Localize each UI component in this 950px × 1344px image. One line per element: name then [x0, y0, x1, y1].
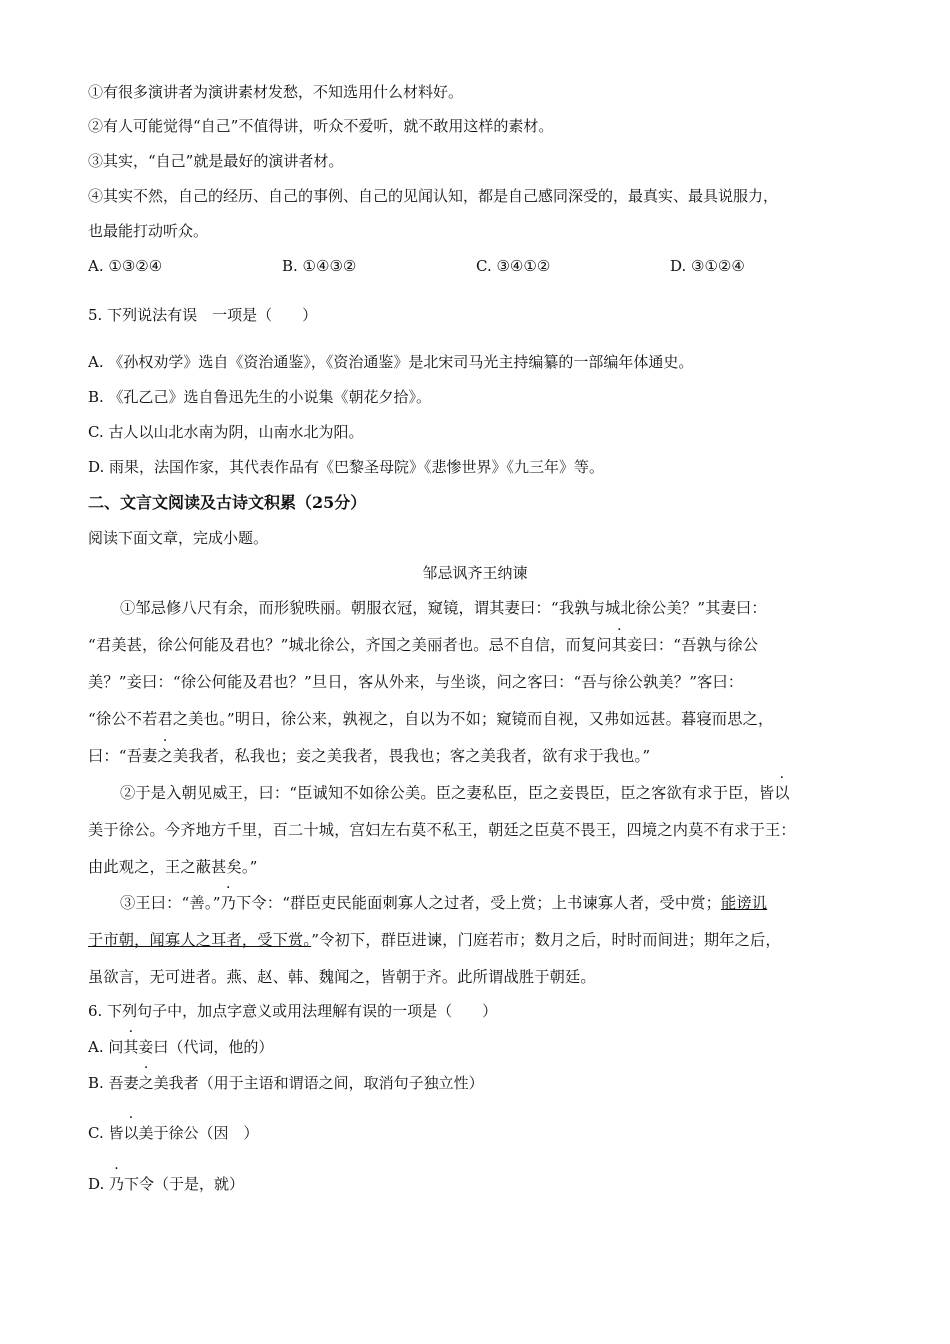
q4-option-a: A. ①③②④ [88, 257, 163, 275]
passage-title: 邹忌讽齐王纳谏 [422, 564, 528, 582]
q4-option-c: C. ③④①② [476, 257, 551, 275]
q5-option-b: B. 《孔乙己》选自鲁迅先生的小说集《朝花夕拾》。 [88, 388, 432, 406]
passage-line: 曰：“吾妻之美我者，私我也；妾之美我者，畏我也；客之美我者，欲有求于我也。” [88, 747, 651, 765]
underlined-text: 于市朝，闻寡人之耳者，受下赏。 [88, 931, 312, 949]
passage-line: 虽欲言，无可进者。燕、赵、韩、魏闻之，皆朝于齐。此所谓战胜于朝廷。 [88, 968, 596, 986]
dotted-char: 之 [157, 747, 173, 765]
q5-option-c: C. 古人以山北水南为阴，山南水北为阳。 [88, 423, 364, 441]
dotted-char: 其 [123, 1038, 139, 1056]
passage-line: 美于徐公。今齐地方千里，百二十城，宫妇左右莫不私王，朝廷之臣莫不畏王，四境之内莫不有求于王： [88, 821, 796, 839]
passage-line: 美？”妾曰：“徐公何能及君也？”旦日，客从外来，与坐谈，问之客曰：“吾与徐公孰美？”客曰： [88, 673, 744, 691]
passage-line: 于市朝，闻寡人之耳者，受下赏。”令初下，群臣进谏，门庭若市；数月之后，时时而间进；期年之后， [88, 931, 781, 949]
passage-line: ③王曰：“善。”乃下令：“群臣吏民能面刺寡人之过者，受上赏；上书谏寡人者，受中赏；能谤讥 [120, 894, 768, 912]
dotted-char: 以 [123, 1124, 139, 1142]
dotted-char: 以 [774, 784, 790, 802]
passage-line: “徐公不若君之美也。”明日，徐公来，孰视之，自以为不如；窥镜而自视，又弗如远甚。暮寝而思之， [88, 710, 774, 728]
q5-option-d: D. 雨果，法国作家，其代表作品有《巴黎圣母院》《悲惨世界》《九三年》等。 [88, 458, 605, 476]
passage-line: 由此观之，王之蔽甚矣。” [88, 858, 258, 876]
underlined-text: 能谤讥 [721, 894, 768, 912]
q6-option-b: B. 吾妻之美我者（用于主语和谓语之间，取消句子独立性） [88, 1074, 484, 1092]
dotted-char: 其 [611, 636, 628, 654]
passage-line: “君美甚，徐公何能及君也？”城北徐公，齐国之美丽者也。忌不自信，而复问其妾曰：“吾孰与徐公 [88, 636, 759, 654]
q4-sentence-4-line-2: 也最能打动听众。 [88, 222, 209, 240]
reading-instruction: 阅读下面文章，完成小题。 [88, 529, 269, 547]
q6-option-a: A. 问其妾曰（代词，他的） [88, 1038, 274, 1056]
q6-option-c: C. 皆以美于徐公（因 ） [88, 1124, 259, 1142]
q4-option-b: B. ①④③② [282, 257, 357, 275]
dotted-char: 乃 [109, 1175, 125, 1193]
q6-stem: 6. 下列句子中，加点字意义或用法理解有误的一项是（ ） [88, 1002, 498, 1020]
dotted-char: 乃 [220, 894, 237, 912]
q5-stem: 5. 下列说法有误 一项是（ ） [88, 306, 318, 324]
q4-sentence-2: ②有人可能觉得“自己”不值得讲，听众不爱听，就不敢用这样的素材。 [88, 117, 554, 135]
passage-line: ①邹忌修八尺有余，而形貌昳丽。朝服衣冠，窥镜，谓其妻曰：“我孰与城北徐公美？”其妻曰： [120, 599, 767, 617]
passage-line: ②于是入朝见威王，曰：“臣诚知不如徐公美。臣之妻私臣，臣之妾畏臣，臣之客欲有求于臣，皆以 [120, 784, 790, 802]
q5-option-a: A. 《孙权劝学》选自《资治通鉴》，《资治通鉴》是北宋司马光主持编纂的一部编年体通史。 [88, 353, 694, 371]
q6-option-d: D. 乃下令（于是，就） [88, 1175, 245, 1193]
q4-sentence-1: ①有很多演讲者为演讲素材发愁，不知选用什么材料好。 [88, 83, 464, 101]
q4-sentence-3: ③其实，“自己”就是最好的演讲者材。 [88, 152, 344, 170]
q4-sentence-4-line-1: ④其实不然，自己的经历、自己的事例、自己的见闻认知，都是自己感同深受的，最真实、最具说服力， [88, 187, 779, 205]
q4-option-d: D. ③①②④ [670, 257, 745, 275]
dotted-char: 之 [138, 1074, 154, 1092]
section-heading: 二、文言文阅读及古诗文积累（25分） [88, 493, 367, 512]
